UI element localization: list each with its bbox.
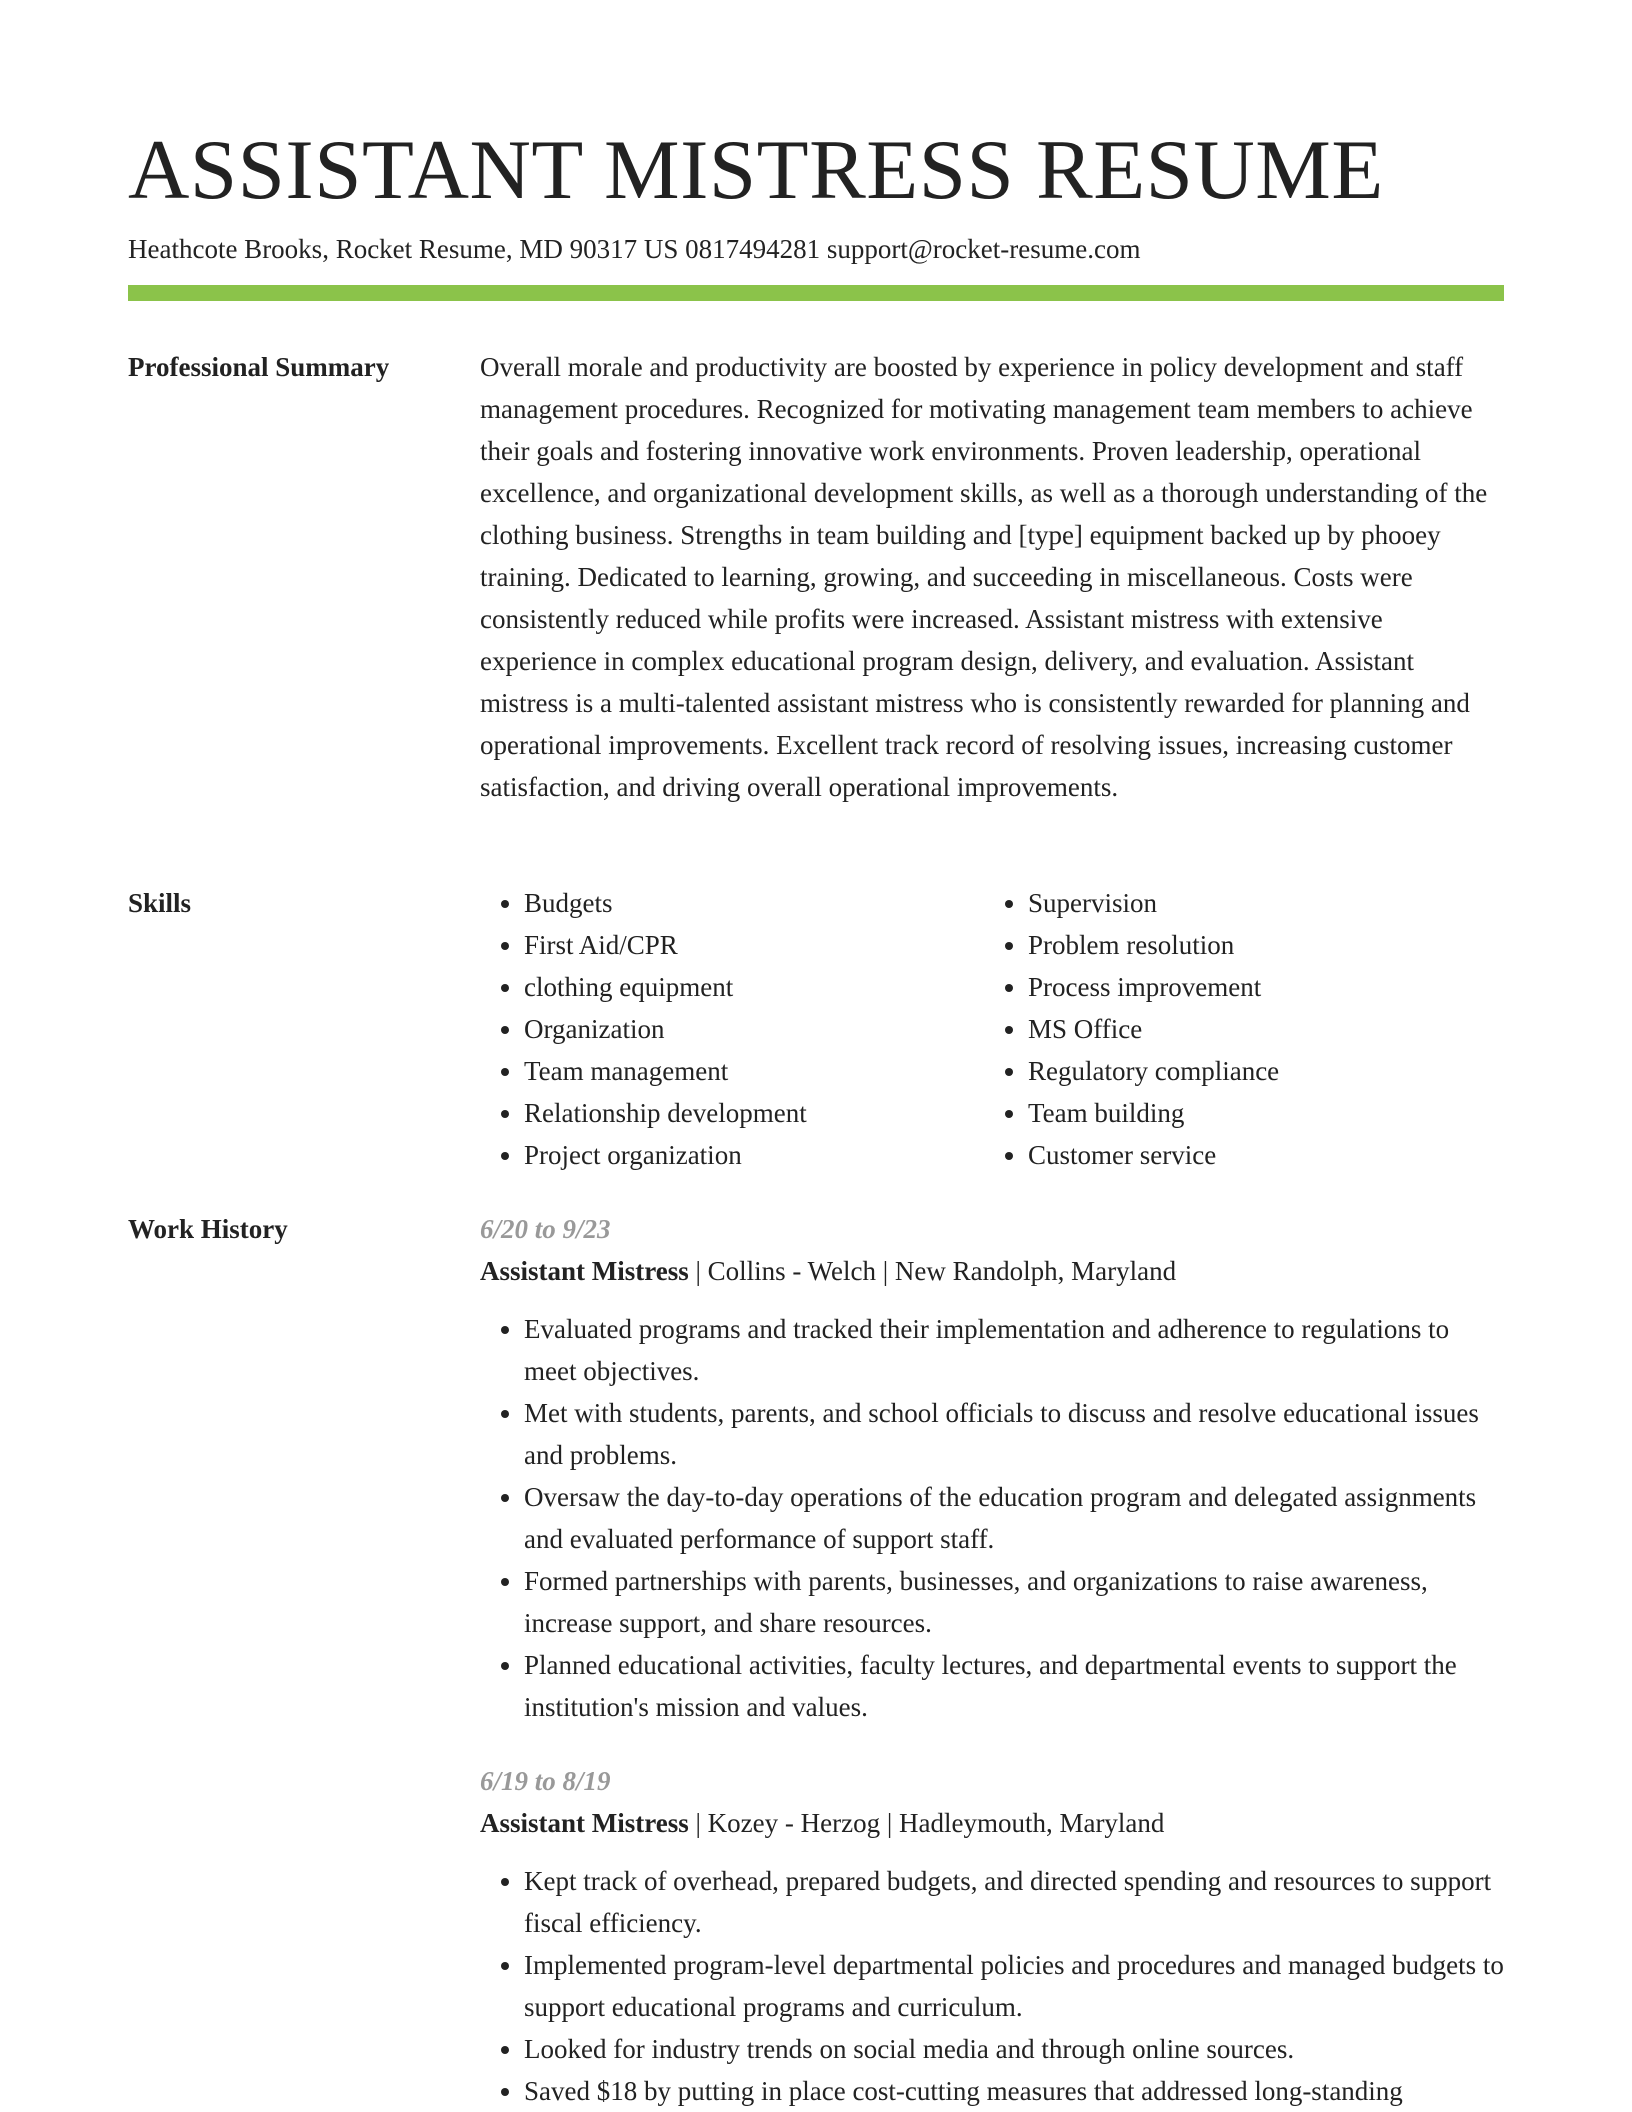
job-bullet-list bbox=[480, 1860, 1504, 2112]
skill-item: • Organization bbox=[524, 1008, 1024, 1050]
summary-text: Overall morale and productivity are boosted by experience in policy development and staff management procedures. Recognized for motivating management team members to achieve their goals and fostering innovative work environments. Proven leadership, operational excellence, and organizational development skills, as well as a thorough understanding of the clothing business. Strengths in team building and [type] equipment backed up by phooey training. Dedicated to learning, growing, and succeeding in miscellaneous. Costs were consistently reduced while profits were increased. Assistant mistress with extensive experience in complex educational program design, delivery, and evaluation. Assistant mistress is a multi-talented assistant mistress who is consistently rewarded for planning and operational improvements. Excellent track record of resolving issues, increasing customer satisfaction, and driving overall operational improvements. bbox=[480, 352, 1488, 802]
header-divider bbox=[128, 285, 1504, 301]
job-bullet: • Implemented program-level departmental policies and procedures and managed budgets to support educational programs and curriculum. bbox=[524, 1944, 1504, 2028]
skill-item: • Team management bbox=[524, 1050, 1024, 1092]
skills-list-left bbox=[480, 882, 1024, 1176]
skill-item: • Budgets bbox=[524, 882, 1024, 924]
resume-title: ASSISTANT MISTRESS RESUME bbox=[128, 123, 1384, 217]
skill-item: • Customer service bbox=[1028, 1134, 1528, 1176]
job-bullet: • Evaluated programs and tracked their implementation and adherence to regulations to meet objectives. bbox=[524, 1308, 1504, 1392]
skill-item: • Regulatory compliance bbox=[1028, 1050, 1528, 1092]
job-employer-location: | Collins - Welch | New Randolph, Maryland bbox=[688, 1256, 1177, 1286]
job-bullet: • Formed partnerships with parents, businesses, and organizations to raise awareness, increase support, and share resources. bbox=[524, 1560, 1504, 1644]
job-title: Assistant Mistress bbox=[480, 1808, 689, 1838]
skill-item: • Team building bbox=[1028, 1092, 1528, 1134]
job-bullet: • Oversaw the day-to-day operations of the education program and delegated assignments and evaluated performance of support staff. bbox=[524, 1476, 1504, 1560]
job-heading bbox=[480, 1802, 1504, 1844]
skill-item: • clothing equipment bbox=[524, 966, 1024, 1008]
summary-section bbox=[480, 346, 1504, 808]
job-bullet: • Met with students, parents, and school officials to discuss and resolve educational issues and problems. bbox=[524, 1392, 1504, 1476]
summary-heading: Professional Summary bbox=[128, 352, 390, 382]
skill-item: • Process improvement bbox=[1028, 966, 1528, 1008]
job-bullet-list bbox=[480, 1308, 1504, 1728]
job-bullet: • Kept track of overhead, prepared budgets, and directed spending and resources to support fiscal efficiency. bbox=[524, 1860, 1504, 1944]
job-employer-location: | Kozey - Herzog | Hadleymouth, Maryland bbox=[688, 1808, 1165, 1838]
skills-list-right bbox=[984, 882, 1528, 1176]
job-heading bbox=[480, 1250, 1504, 1292]
job-title: Assistant Mistress bbox=[480, 1256, 689, 1286]
work-history-heading: Work History bbox=[128, 1214, 288, 1244]
job-dates: 6/19 to 8/19 bbox=[480, 1766, 611, 1796]
skill-item: • Supervision bbox=[1028, 882, 1528, 924]
skill-item: • First Aid/CPR bbox=[524, 924, 1024, 966]
job-bullet: • Looked for industry trends on social media and through online sources. bbox=[524, 2028, 1504, 2070]
skills-heading: Skills bbox=[128, 888, 192, 918]
skill-item: • MS Office bbox=[1028, 1008, 1528, 1050]
skill-item: • Project organization bbox=[524, 1134, 1024, 1176]
skill-item: • Relationship development bbox=[524, 1092, 1024, 1134]
job-bullet: • Planned educational activities, faculty lectures, and departmental events to support the institution's mission and values. bbox=[524, 1644, 1504, 1728]
job-entry bbox=[480, 1208, 1504, 1728]
job-dates: 6/20 to 9/23 bbox=[480, 1214, 611, 1244]
skill-item: • Problem resolution bbox=[1028, 924, 1528, 966]
contact-line: Heathcote Brooks, Rocket Resume, MD 90317 US 0817494281 support@rocket-resume.com bbox=[128, 234, 1141, 264]
skills-section bbox=[480, 882, 1504, 1182]
job-entry bbox=[480, 1760, 1504, 2112]
job-bullet: • Saved $18 by putting in place cost-cutting measures that addressed long-standing bbox=[524, 2070, 1504, 2112]
